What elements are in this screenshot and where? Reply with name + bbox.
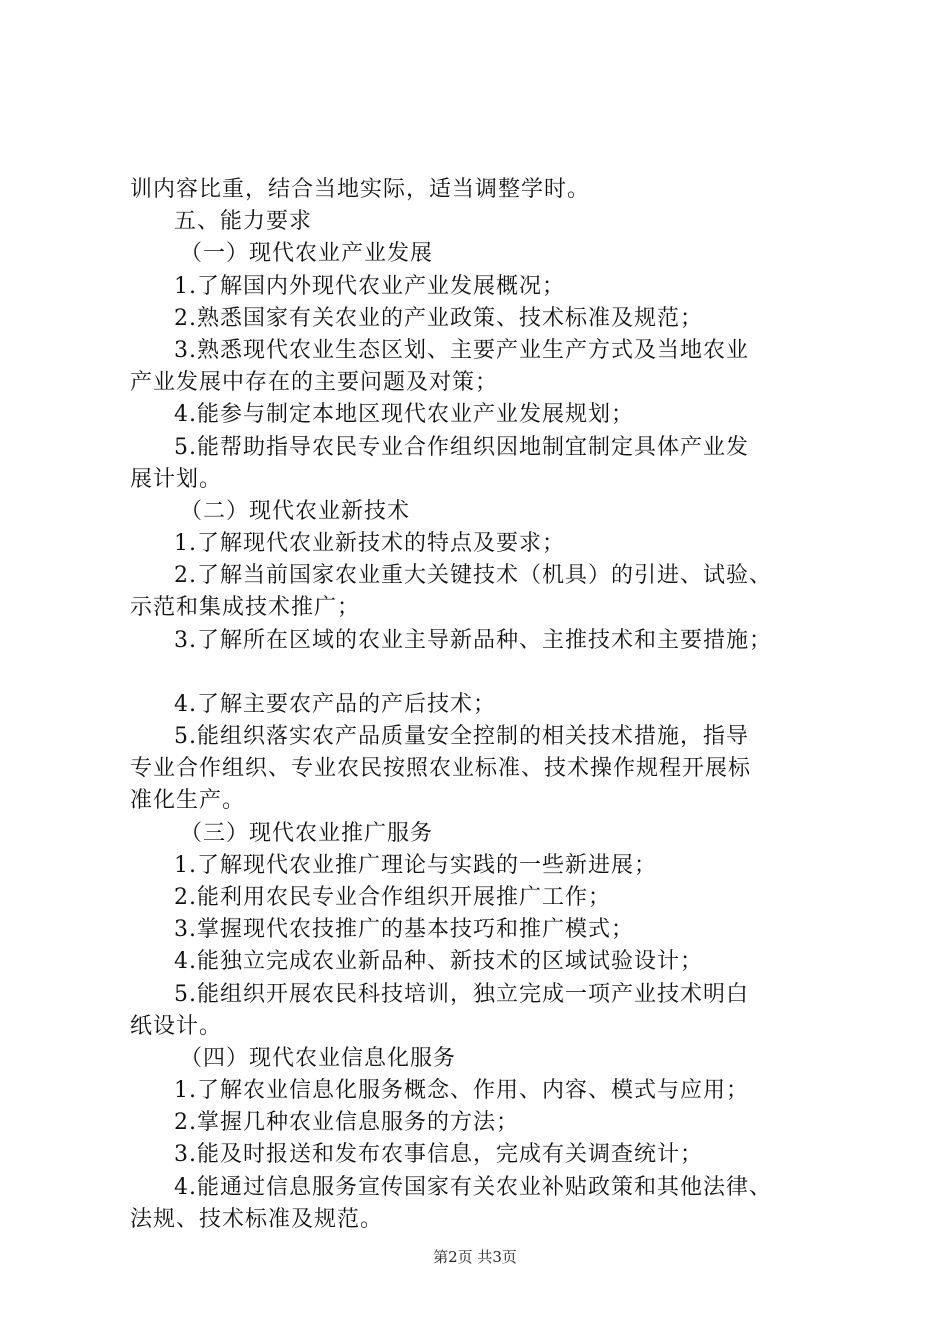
text-line: 5.能组织开展农民科技培训，独立完成一项产业技术明白 <box>174 981 749 1007</box>
blank-line <box>130 657 835 689</box>
text-line: 4.能通过信息服务宣传国家有关农业补贴政策和其他法律、 <box>174 1174 772 1200</box>
text-line: 2.能利用农民专业合作组织开展推广工作； <box>174 884 611 910</box>
text-line: 法规、技术标准及规范。 <box>130 1206 384 1232</box>
text-line: 专业合作组织、专业农民按照农业标准、技术操作规程开展标 <box>130 756 752 782</box>
text-line: （二）现代农业新技术 <box>180 498 411 524</box>
page-footer <box>0 1246 950 1267</box>
text-line: 3.能及时报送和发布农事信息，完成有关调查统计； <box>174 1142 703 1168</box>
text-line: 3.掌握现代农技推广的基本技巧和推广模式； <box>174 917 634 943</box>
text-line: 5.能组织落实农产品质量安全控制的相关技术措施，指导 <box>174 724 749 749</box>
text-line: 准化生产。 <box>130 788 246 814</box>
text-line: 示范和集成技术推广； <box>130 595 361 621</box>
text-line: 纸设计。 <box>130 1013 223 1039</box>
text-line: 4.了解主要农产品的产后技术； <box>174 691 496 717</box>
text-line: 1.了解国内外现代农业产业发展概况； <box>174 273 565 299</box>
text-line: 2.了解当前国家农业重大关键技术（机具）的引进、试验、 <box>174 563 772 589</box>
text-line: 3.熟悉现代农业生态区划、主要产业生产方式及当地农业 <box>174 337 749 363</box>
text-line: 1.了解农业信息化服务概念、作用、内容、模式与应用； <box>174 1078 749 1104</box>
text-line: 训内容比重，结合当地实际，适当调整学时。 <box>130 177 591 202</box>
text-line: 1.了解现代农业新技术的特点及要求； <box>174 531 565 557</box>
text-line: （四）现代农业信息化服务 <box>180 1045 457 1071</box>
document-body <box>130 174 835 1236</box>
text-line: 4.能参与制定本地区现代农业产业发展规划； <box>174 402 634 428</box>
text-line: 1.了解现代农业推广理论与实践的一些新进展； <box>174 852 657 878</box>
text-line: 3.了解所在区域的农业主导新品种、主推技术和主要措施； <box>174 627 772 653</box>
text-line: 5.能帮助指导农民专业合作组织因地制宜制定具体产业发 <box>174 434 749 460</box>
text-line: 2.熟悉国家有关农业的产业政策、技术标准及规范； <box>174 305 703 331</box>
text-line: （三）现代农业推广服务 <box>180 820 434 846</box>
text-line: 五、能力要求 <box>174 209 313 235</box>
text-line: （一）现代农业产业发展 <box>180 241 434 267</box>
text-line: 4.能独立完成农业新品种、新技术的区域试验设计； <box>174 949 703 975</box>
text-line: 产业发展中存在的主要问题及对策； <box>130 370 499 396</box>
page-number-label: 第2页 共3页 <box>433 1248 517 1266</box>
text-line: 2.掌握几种农业信息服务的方法； <box>174 1110 519 1136</box>
text-line: 展计划。 <box>130 466 223 492</box>
